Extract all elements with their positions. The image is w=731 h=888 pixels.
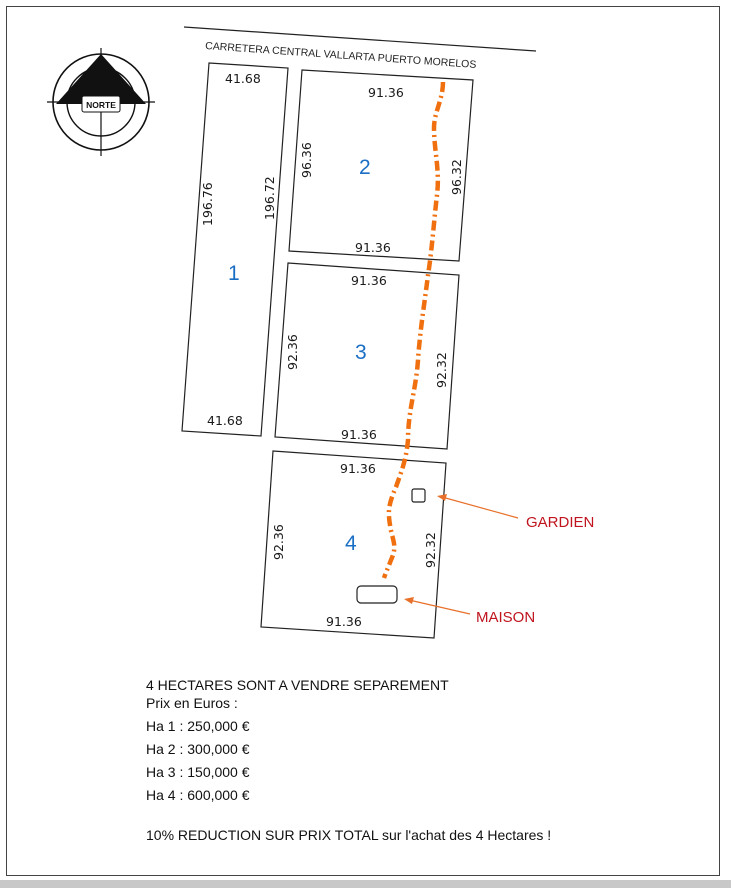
plot-3-dim-bottom: 91.36 [341, 427, 377, 442]
plot-3-dim-top: 91.36 [351, 273, 387, 288]
plot-1-dim-top: 41.68 [225, 71, 261, 86]
plot-1-dim-left: 196.76 [200, 182, 215, 226]
plot-3-dim-right: 92.32 [434, 352, 449, 388]
plot-4-dim-right: 92.32 [423, 532, 438, 568]
plot-1-dim-right: 196.72 [262, 176, 277, 220]
plot-2-dim-bottom: 91.36 [355, 240, 391, 255]
plot-3-dim-left: 92.36 [285, 334, 300, 370]
sale-headline: 4 HECTARES SONT A VENDRE SEPAREMENT [146, 677, 449, 693]
plot-2-dim-left: 96.36 [299, 142, 314, 178]
sale-notes [146, 676, 706, 844]
road-label: CARRETERA CENTRAL VALLARTA PUERTO MORELOS [204, 40, 477, 71]
guard-label: GARDIEN [526, 514, 595, 531]
plot-4-number: 4 [345, 532, 357, 555]
plot-4-dim-left: 92.36 [271, 524, 286, 560]
plot-3-number: 3 [355, 341, 367, 364]
price-ha-2: Ha 2 : 300,000 € [146, 741, 250, 757]
compass-icon [47, 48, 155, 156]
guard-arrow [437, 494, 518, 518]
main-house [357, 586, 397, 603]
plot-4-dim-top: 91.36 [340, 461, 376, 476]
plot-3 [275, 263, 459, 449]
access-path [384, 82, 443, 578]
price-ha-1: Ha 1 : 250,000 € [146, 718, 250, 734]
plot-1-dim-bottom: 41.68 [207, 413, 243, 428]
plot-1 [182, 63, 288, 436]
plot-4-dim-bottom: 91.36 [326, 614, 362, 629]
price-ha-4: Ha 4 : 600,000 € [146, 787, 250, 803]
plot-2-dim-top: 91.36 [368, 85, 404, 100]
price-ha-3: Ha 3 : 150,000 € [146, 764, 250, 780]
plot-1-number: 1 [228, 262, 240, 285]
reduction-note: 10% REDUCTION SUR PRIX TOTAL sur l'achat des 4 Hectares ! [146, 827, 552, 843]
compass-label: NORTE [86, 100, 116, 110]
plot-2-dim-right: 96.32 [449, 159, 464, 195]
house-label: MAISON [476, 609, 536, 626]
price-title: Prix en Euros : [146, 695, 238, 711]
guard-house [412, 489, 425, 502]
plot-2-number: 2 [359, 156, 371, 179]
